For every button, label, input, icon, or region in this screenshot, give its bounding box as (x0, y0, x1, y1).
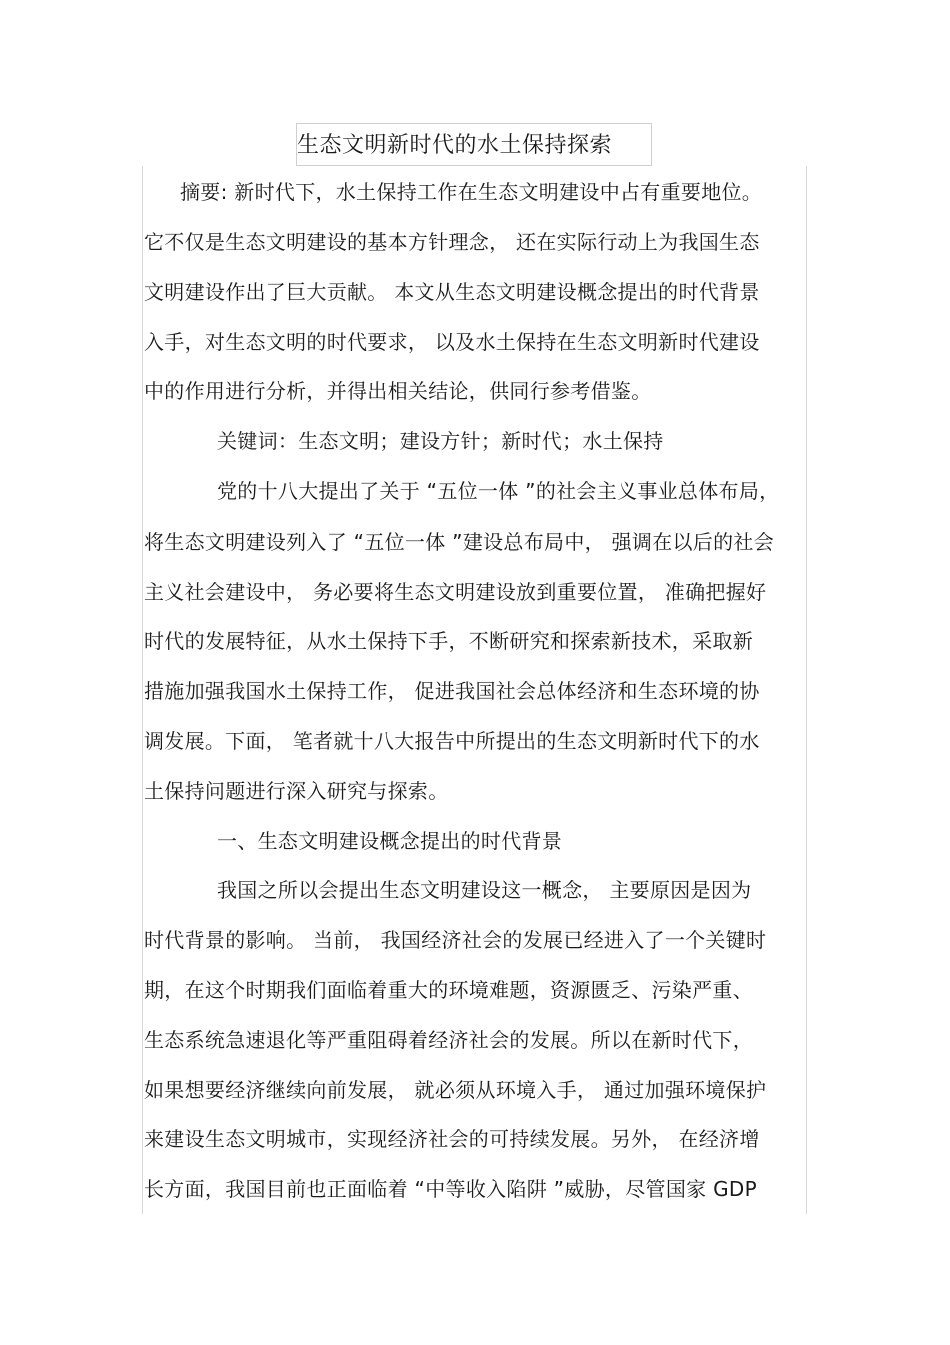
paragraph-line: 长方面，我国目前也正面临着 “中等收入陷阱 ”威胁，尽管国家 GDP (144, 1177, 757, 1201)
paragraph-line: 将生态文明建设列入了 “五位一体 ”建设总布局中， 强调在以后的社会 (144, 530, 774, 554)
section-heading: 一、生态文明建设概念提出的时代背景 (217, 829, 563, 853)
paragraph-line: 如果想要经济继续向前发展， 就必须从环境入手， 通过加强环境保护 (144, 1078, 767, 1102)
paragraph-line: 措施加强我国水土保持工作， 促进我国社会总体经济和生态环境的协 (144, 679, 760, 703)
paragraph-line: 生态系统急速退化等严重阻碍着经济社会的发展。所以在新时代下， (144, 1028, 753, 1052)
paragraph-line: 时代的发展特征，从水土保持下手，不断研究和探索新技术，采取新 (144, 629, 753, 653)
document-title: 生态文明新时代的水土保持探索 (297, 133, 613, 158)
keywords-line: 关键词：生态文明；建设方针；新时代；水土保持 (217, 429, 664, 453)
paragraph-line: 调发展。下面， 笔者就十八大报告中所提出的生态文明新时代下的水 (144, 729, 760, 753)
abstract-line: 中的作用进行分析，并得出相关结论，供同行参考借鉴。 (144, 379, 652, 403)
paragraph-line: 党的十八大提出了关于 “五位一体 ”的社会主义事业总体布局， (217, 479, 780, 503)
abstract-line: 入手，对生态文明的时代要求， 以及水土保持在生态文明新时代建设 (144, 330, 760, 354)
paragraph-line: 时代背景的影响。 当前， 我国经济社会的发展已经进入了一个关键时 (144, 928, 767, 952)
paragraph-line: 来建设生态文明城市，实现经济社会的可持续发展。另外， 在经济增 (144, 1127, 760, 1151)
abstract-line: 摘要: 新时代下，水土保持工作在生态文明建设中占有重要地位。 (180, 180, 763, 204)
abstract-line: 它不仅是生态文明建设的基本方针理念， 还在实际行动上为我国生态 (144, 230, 760, 254)
paragraph-line: 主义社会建设中， 务必要将生态文明建设放到重要位置， 准确把握好 (144, 580, 767, 604)
abstract-line: 文明建设作出了巨大贡献。 本文从生态文明建设概念提出的时代背景 (144, 280, 760, 304)
paragraph-line: 期，在这个时期我们面临着重大的环境难题，资源匮乏、污染严重、 (144, 978, 753, 1002)
paragraph-line: 土保持问题进行深入研究与探索。 (144, 779, 449, 803)
paragraph-line: 我国之所以会提出生态文明建设这一概念， 主要原因是因为 (217, 878, 752, 902)
